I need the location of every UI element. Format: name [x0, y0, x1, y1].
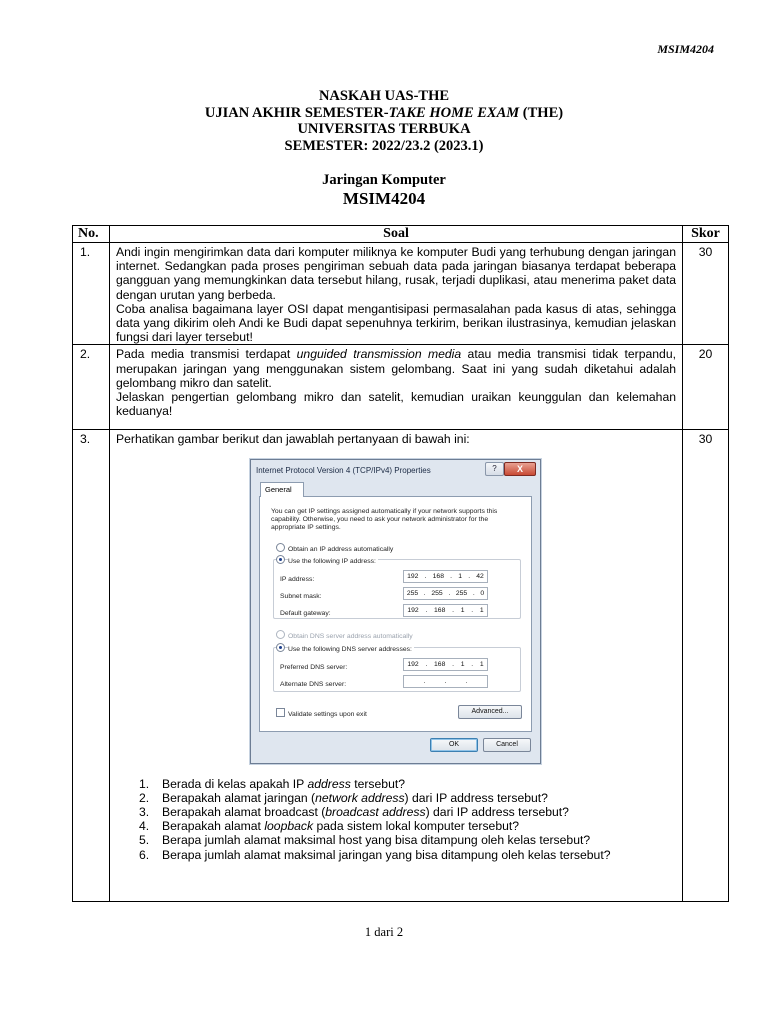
list-item: 1. Berada di kelas apakah IP address tersebut? [139, 776, 406, 791]
title-line-2: UJIAN AKHIR SEMESTER-TAKE HOME EXAM (THE) [204, 104, 564, 121]
cancel-button[interactable]: Cancel [483, 738, 531, 752]
list-item: 5. Berapa jumlah alamat maksimal host yang bisa ditampung oleh kelas tersebut? [139, 833, 591, 848]
title-line-3: UNIVERSITAS TERBUKA [297, 121, 471, 137]
validate-settings-checkbox[interactable] [276, 708, 285, 717]
advanced-button[interactable]: Advanced... [458, 705, 522, 719]
subnet-mask-label: Subnet mask: [280, 592, 322, 600]
list-item: 3. Berapakah alamat broadcast (broadcast address) dari IP address tersebut? [139, 805, 569, 820]
radio-ip-auto[interactable] [276, 543, 285, 552]
help-icon[interactable]: ? [485, 462, 504, 476]
list-item: 2. Berapakah alamat jaringan (network address) dari IP address tersebut? [139, 790, 548, 805]
radio-ip-manual-label: Use the following IP address: [288, 555, 378, 569]
exam-table [72, 225, 729, 902]
row-score: 30 [683, 430, 729, 902]
table-row [73, 345, 729, 430]
title-line-1: NASKAH UAS-THE [318, 88, 450, 104]
validate-settings-label: Validate settings upon exit [288, 710, 367, 718]
dialog-description: You can get IP settings assigned automatically if your network supports this capability. Otherwise, you need to ask your network administrator for the appropriate IP settings. [271, 507, 498, 532]
title-line-4: SEMESTER: 2022/23.2 (2023.1) [284, 137, 484, 154]
question-paragraph: Jelaskan pengertian gelombang mikro dan satelit, kemudian uraikan keunggulan dan kelemahan keduanya! [116, 390, 676, 419]
alternate-dns-label: Alternate DNS server: [280, 680, 347, 688]
course-code: MSIM4204 [342, 189, 426, 208]
question-text [110, 243, 683, 345]
question-paragraph: Pada media transmisi terdapat unguided transmission media atau media transmisi tidak terpandu, merupakan jaringan yang menggunakan sistem gelombang. Saat ini yang sudah diketahui adalah gelombang mikro dan satelit. [116, 347, 676, 390]
ip-address-label: IP address: [280, 575, 315, 583]
header-no: No. [73, 226, 110, 243]
general-panel [259, 496, 532, 732]
header-score: Skor [683, 226, 729, 243]
list-item: 4. Berapakah alamat loopback pada sistem lokal komputer tersebut? [139, 819, 520, 834]
ok-button[interactable]: OK [430, 738, 478, 752]
ip-address-field[interactable]: 192 . 168 . 1 . 42 [403, 570, 488, 583]
tcpip-properties-dialog [250, 459, 541, 764]
subnet-mask-field[interactable]: 255 . 255 . 255 . 0 [403, 587, 488, 600]
question-paragraph: Andi ingin mengirimkan data dari komputer miliknya ke komputer Budi yang terhubung dengan jaringan internet. Sedangkan pada proses pengiriman sebuah data pada jaringan biasanya terdapat beberapa gangguan yang memungkinkan data tersebut hilang, rusak, terjadi duplikasi, atau menerima paket data dengan urutan yang berbeda. [116, 245, 676, 302]
row-score: 20 [683, 345, 729, 430]
radio-dns-auto-label: Obtain DNS server address automatically [288, 632, 413, 640]
sub-question-list [139, 777, 676, 862]
radio-ip-auto-label: Obtain an IP address automatically [288, 545, 394, 553]
row-number: 1. [73, 243, 110, 345]
course-name: Jaringan Komputer [322, 172, 446, 188]
radio-dns-manual-label: Use the following DNS server addresses: [288, 643, 414, 657]
preferred-dns-label: Preferred DNS server: [280, 663, 348, 671]
table-row [73, 243, 729, 345]
radio-ip-manual[interactable] [276, 555, 285, 564]
question-text [110, 345, 683, 430]
tab-general[interactable]: General [260, 482, 304, 497]
exam-title-block [0, 88, 768, 154]
list-item: 6. Berapa jumlah alamat maksimal jaringan yang bisa ditampung oleh kelas tersebut? [139, 847, 611, 862]
question-intro: Perhatikan gambar berikut dan jawablah pertanyaan di bawah ini: [116, 432, 470, 447]
header-course-code: MSIM4204 [657, 42, 714, 56]
radio-dns-manual[interactable] [276, 643, 285, 652]
close-icon[interactable]: X [504, 462, 536, 476]
question-text [110, 430, 683, 902]
question-paragraph: Coba analisa bagaimana layer OSI dapat mengantisipasi permasalahan pada kasus di atas, sehingga data yang dikirim oleh Andi ke Budi dapat sepenuhnya terkirim, berikan ilustrasinya, kemudian jelaskan fungsi dari layer tersebut! [116, 301, 676, 345]
alternate-dns-field[interactable]: . . . [403, 675, 488, 688]
default-gateway-field[interactable]: 192 . 168 . 1 . 1 [403, 604, 488, 617]
row-number: 3. [73, 430, 110, 902]
radio-dns-auto[interactable] [276, 630, 285, 639]
default-gateway-label: Default gateway: [280, 609, 331, 617]
table-row [73, 430, 729, 902]
dialog-title: Internet Protocol Version 4 (TCP/IPv4) Properties [256, 465, 431, 475]
row-score: 30 [683, 243, 729, 345]
header-question: Soal [110, 226, 683, 243]
row-number: 2. [73, 345, 110, 430]
page-number: 1 dari 2 [364, 925, 404, 939]
preferred-dns-field[interactable]: 192 . 168 . 1 . 1 [403, 658, 488, 671]
table-header-row [73, 226, 729, 243]
